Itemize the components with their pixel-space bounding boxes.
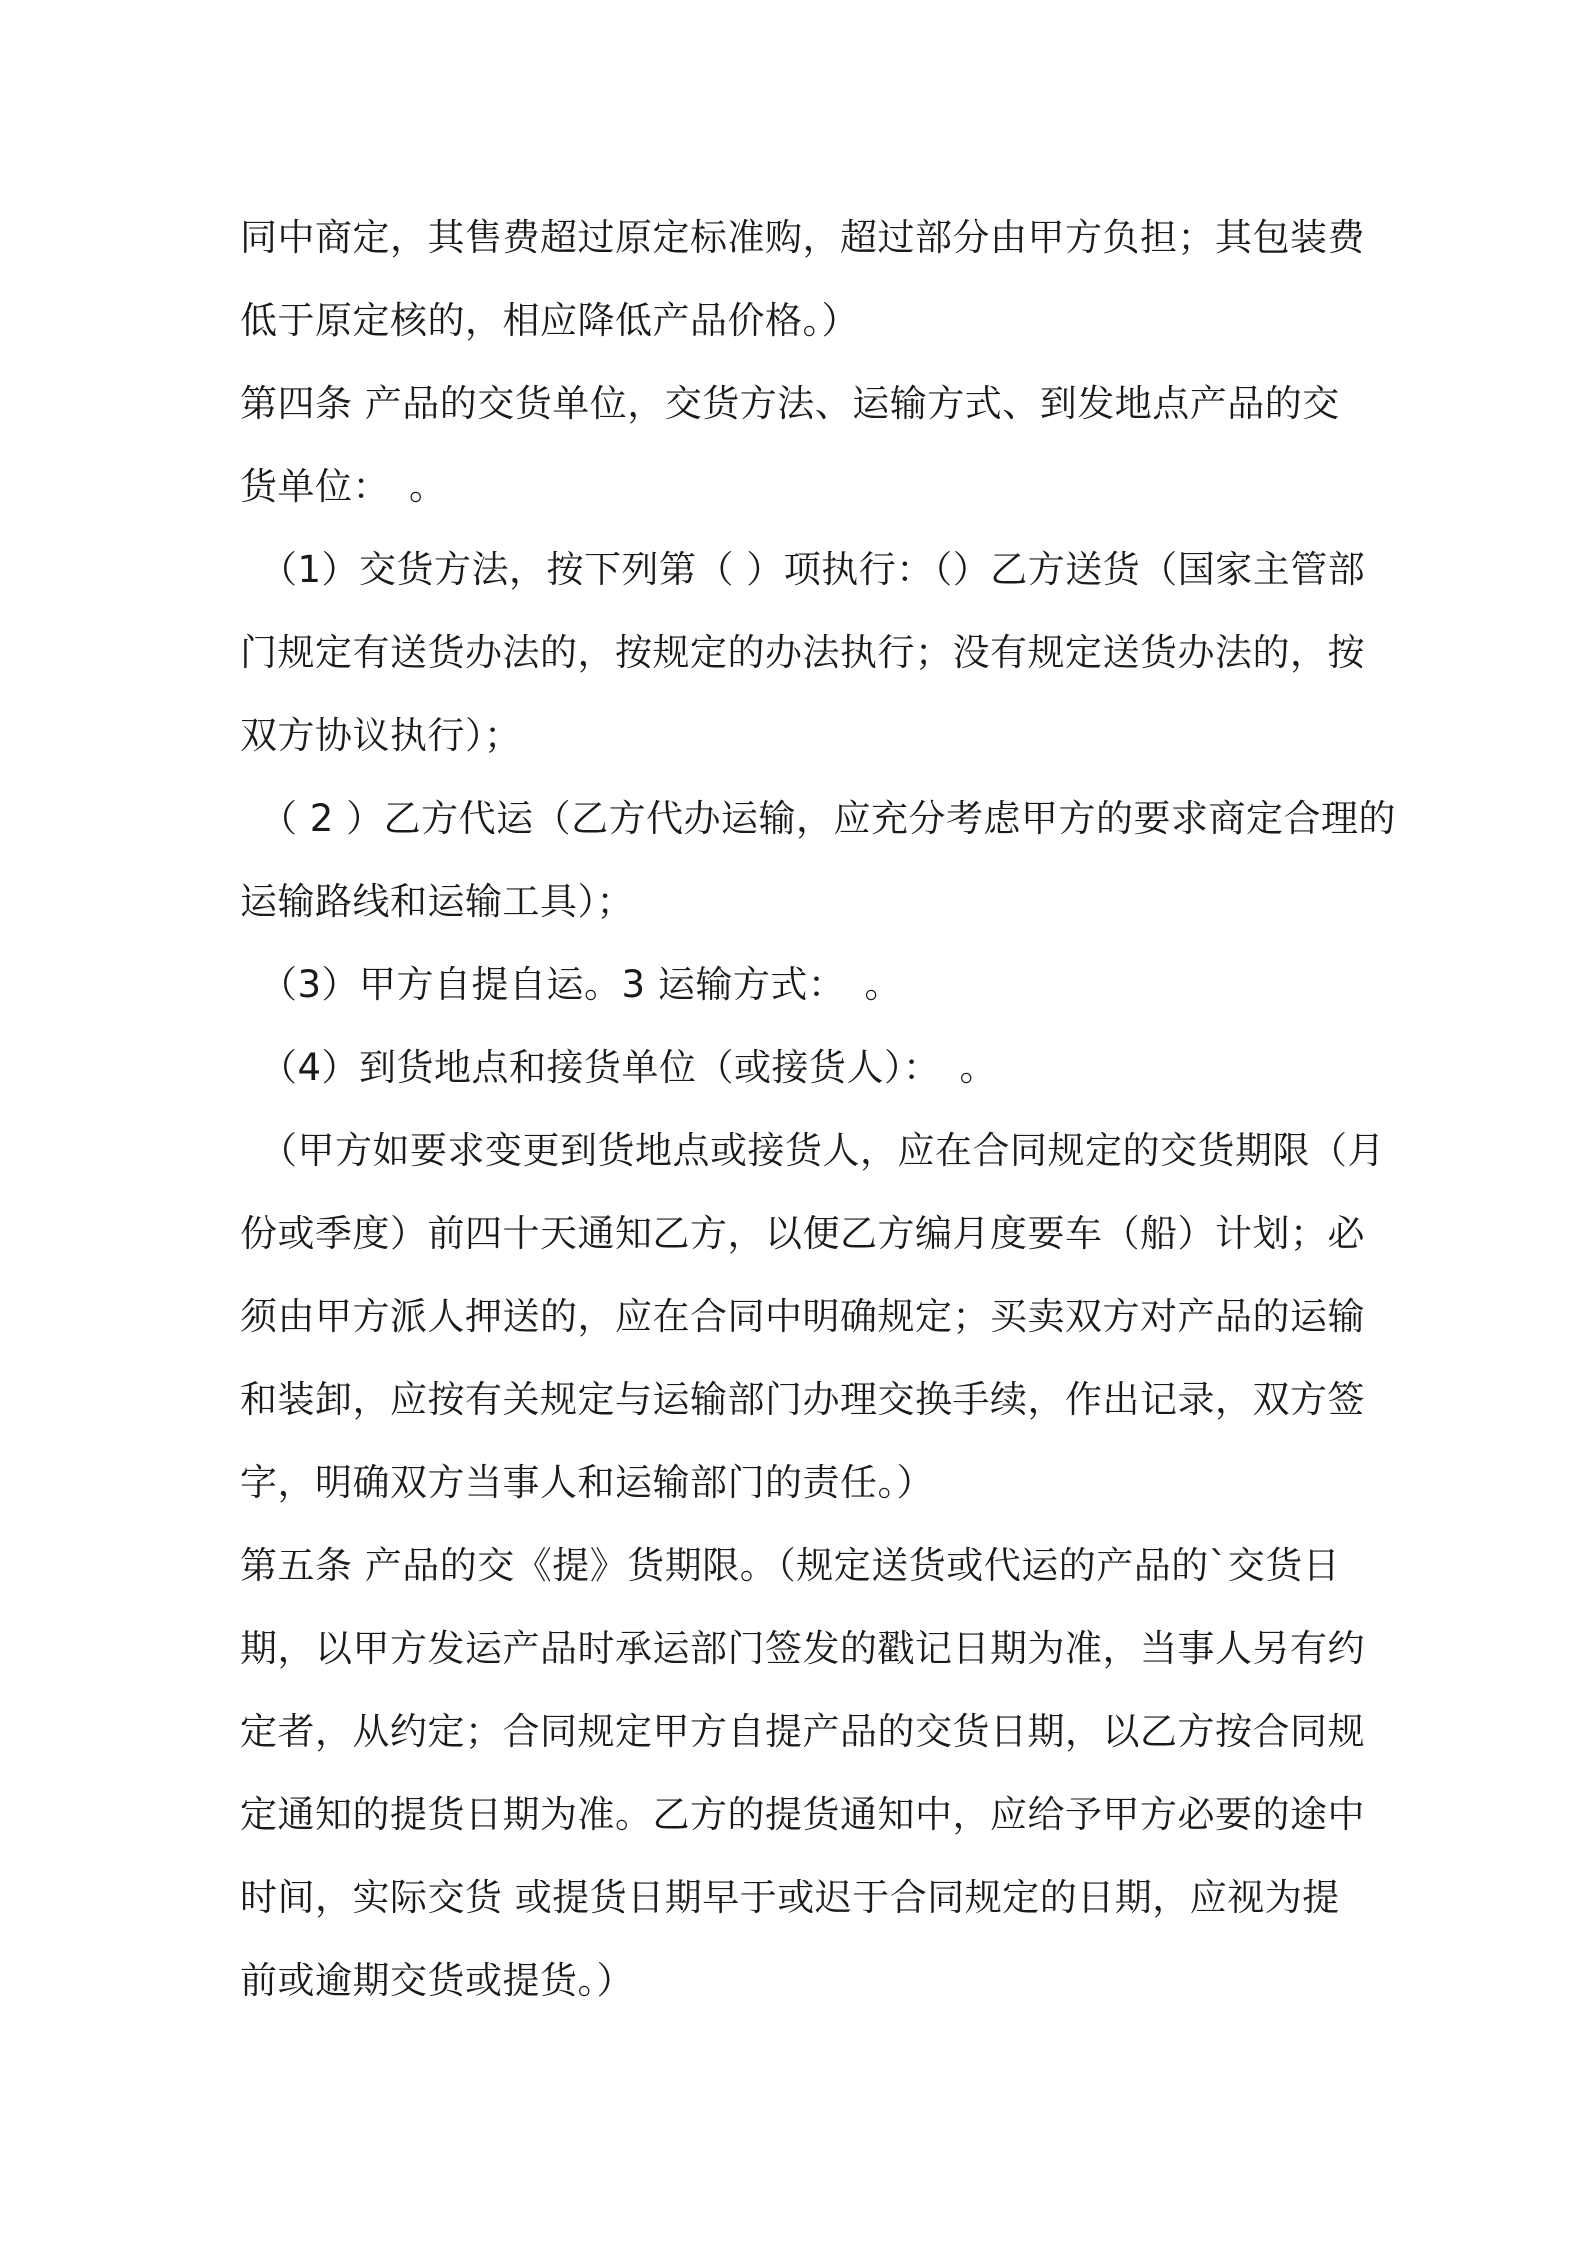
text-line: 低于原定核的，相应降低产品价格。） <box>240 299 859 342</box>
clause-2-line: （ 2 ）乙方代运（乙方代办运输，应充分考虑甲方的要求商定合理的 <box>260 797 1397 840</box>
clause-1-line: （1）交货方法，按下列第（ ）项执行：（）乙方送货（国家主管部 <box>260 548 1366 591</box>
note-line: （甲方如要求变更到货地点或接货人，应在合同规定的交货期限（月 <box>260 1129 1385 1172</box>
clause-4-line: （4）到货地点和接货单位（或接货人）： 。 <box>260 1046 998 1089</box>
article-5-heading-line: 第五条 产品的交《提》货期限。（规定送货或代运的产品的`交货日 <box>240 1544 1341 1587</box>
text-line: 运输路线和运输工具）； <box>240 880 634 923</box>
text-line: 定者，从约定；合同规定甲方自提产品的交货日期，以乙方按合同规 <box>240 1710 1365 1753</box>
text-line: 定通知的提货日期为准。乙方的提货通知中，应给予甲方必要的途中 <box>240 1793 1365 1836</box>
text-line: 时间，实际交货 或提货日期早于或迟于合同规定的日期，应视为提 <box>240 1876 1340 1919</box>
text-line: 货单位： 。 <box>240 465 447 508</box>
text-line: 和装卸，应按有关规定与运输部门办理交换手续，作出记录，双方签 <box>240 1378 1365 1421</box>
text-line: 份或季度）前四十天通知乙方，以便乙方编月度要车（船）计划；必 <box>240 1212 1365 1255</box>
text-line: 字，明确双方当事人和运输部门的责任。） <box>240 1461 934 1504</box>
text-line: 期，以甲方发运产品时承运部门签发的戳记日期为准，当事人另有约 <box>240 1627 1365 1670</box>
text-line: 前或逾期交货或提货。） <box>240 1959 634 2002</box>
text-line: 门规定有送货办法的，按规定的办法执行；没有规定送货办法的，按 <box>240 631 1365 674</box>
text-line: 双方协议执行）； <box>240 714 522 757</box>
text-line: 须由甲方派人押送的，应在合同中明确规定；买卖双方对产品的运输 <box>240 1295 1365 1338</box>
document-body <box>240 196 1397 2022</box>
clause-3-line: （3）甲方自提自运。3 运输方式： 。 <box>260 963 902 1006</box>
text-line: 同中商定，其售费超过原定标准购，超过部分由甲方负担；其包装费 <box>240 216 1365 259</box>
article-4-heading-line: 第四条 产品的交货单位，交货方法、运输方式、到发地点产品的交 <box>240 382 1340 425</box>
